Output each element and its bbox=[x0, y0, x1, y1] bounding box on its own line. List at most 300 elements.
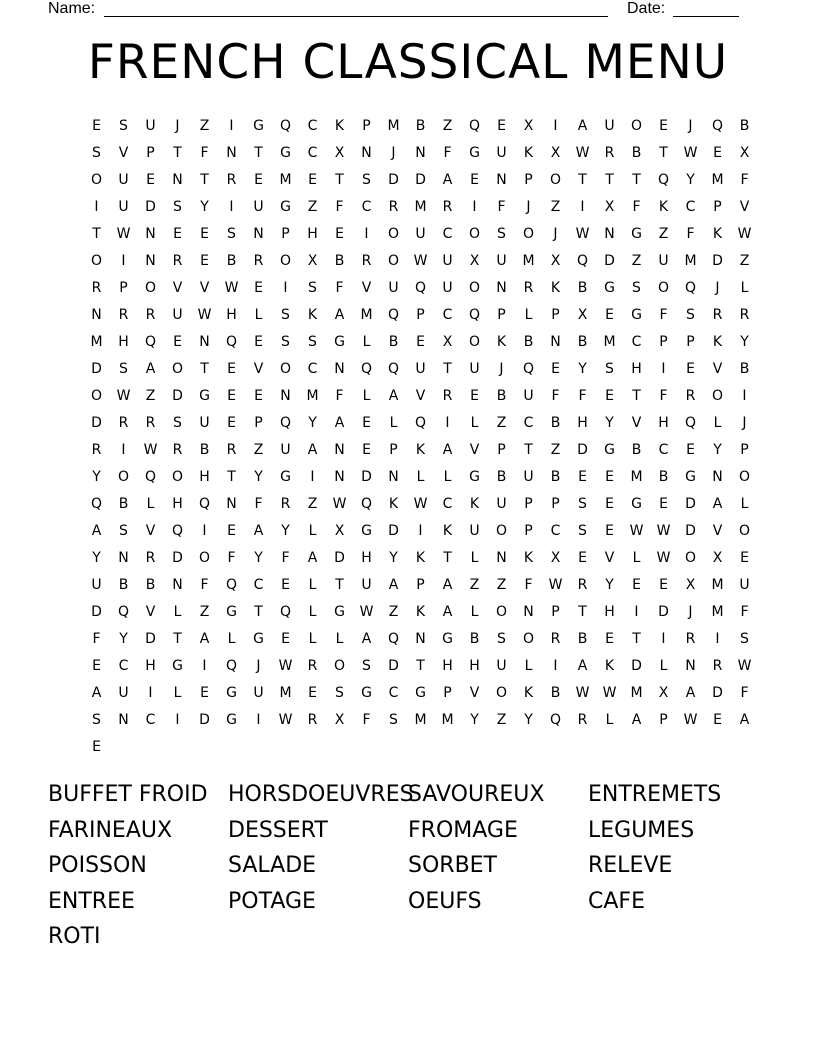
grid-letter: U bbox=[280, 441, 291, 458]
grid-letter: N bbox=[523, 603, 534, 620]
grid-letter: E bbox=[659, 117, 668, 134]
grid-letter: G bbox=[469, 144, 480, 161]
grid-letter: L bbox=[308, 603, 317, 620]
grid-letter: L bbox=[308, 522, 317, 539]
grid-letter: B bbox=[577, 630, 588, 647]
grid-letter: Z bbox=[496, 414, 507, 431]
grid-letter: Z bbox=[550, 441, 561, 458]
grid-letter: Z bbox=[631, 252, 642, 269]
grid-letter: B bbox=[739, 360, 750, 377]
grid-letter: B bbox=[496, 387, 507, 404]
grid-letter: S bbox=[227, 225, 236, 242]
grid-letter: Y bbox=[713, 441, 722, 458]
grid-letter: N bbox=[172, 171, 183, 188]
grid-letter: E bbox=[740, 549, 749, 566]
grid-letter: W bbox=[737, 225, 752, 242]
grid-letter: I bbox=[553, 657, 558, 674]
grid-letter: S bbox=[173, 198, 182, 215]
grid-letter: G bbox=[361, 522, 372, 539]
grid-letter: Z bbox=[739, 252, 750, 269]
grid-letter: L bbox=[416, 468, 425, 485]
grid-letter: F bbox=[335, 279, 344, 296]
grid-letter: G bbox=[631, 225, 642, 242]
grid-letter: N bbox=[415, 144, 426, 161]
grid-letter: F bbox=[659, 306, 668, 323]
grid-letter: Q bbox=[468, 117, 481, 134]
grid-letter: E bbox=[605, 306, 614, 323]
grid-letter: J bbox=[499, 360, 504, 377]
grid-letter: X bbox=[523, 117, 534, 134]
grid-letter: U bbox=[523, 387, 534, 404]
grid-letter: F bbox=[632, 198, 641, 215]
grid-letter: O bbox=[495, 684, 508, 701]
grid-letter: H bbox=[118, 333, 129, 350]
grid-letter: K bbox=[523, 684, 534, 701]
grid-letter: E bbox=[605, 387, 614, 404]
grid-letter: K bbox=[442, 522, 453, 539]
grid-letter: E bbox=[632, 576, 641, 593]
grid-letter: Y bbox=[200, 198, 209, 215]
grid-letter: T bbox=[632, 387, 641, 404]
grid-letter: E bbox=[281, 630, 290, 647]
grid-letter: D bbox=[631, 657, 642, 674]
grid-letter: O bbox=[495, 603, 508, 620]
grid-letter: X bbox=[334, 144, 345, 161]
grid-letter: G bbox=[253, 630, 264, 647]
grid-letter: B bbox=[739, 117, 750, 134]
letter-grid bbox=[83, 112, 758, 760]
grid-letter: L bbox=[227, 630, 236, 647]
grid-letter: I bbox=[445, 414, 450, 431]
grid-letter: G bbox=[334, 333, 345, 350]
grid-letter: Q bbox=[225, 576, 238, 593]
grid-letter: N bbox=[550, 333, 561, 350]
grid-letter: X bbox=[604, 198, 615, 215]
grid-letter: K bbox=[415, 603, 426, 620]
grid-letter: N bbox=[226, 144, 237, 161]
grid-letter: T bbox=[524, 441, 533, 458]
grid-letter: R bbox=[145, 306, 156, 323]
grid-letter: E bbox=[362, 414, 371, 431]
grid-letter: J bbox=[715, 279, 720, 296]
grid-letter: G bbox=[172, 657, 183, 674]
grid-letter: Z bbox=[199, 117, 210, 134]
grid-letter: E bbox=[713, 144, 722, 161]
grid-letter: B bbox=[523, 333, 534, 350]
grid-letter: R bbox=[604, 144, 615, 161]
date-blank-line bbox=[673, 16, 739, 17]
grid-letter: E bbox=[686, 441, 695, 458]
grid-letter: O bbox=[90, 252, 103, 269]
grid-letter: D bbox=[172, 549, 183, 566]
grid-letter: S bbox=[119, 522, 128, 539]
grid-letter: S bbox=[632, 279, 641, 296]
grid-letter: U bbox=[253, 198, 264, 215]
grid-letter: K bbox=[388, 495, 399, 512]
worksheet-header bbox=[48, 0, 748, 20]
grid-letter: P bbox=[146, 144, 155, 161]
grid-letter: B bbox=[145, 576, 156, 593]
grid-letter: N bbox=[118, 711, 129, 728]
grid-letter: Q bbox=[414, 279, 427, 296]
grid-letter: Y bbox=[92, 468, 101, 485]
grid-letter: C bbox=[361, 198, 372, 215]
grid-letter: I bbox=[283, 279, 288, 296]
grid-letter: E bbox=[227, 387, 236, 404]
grid-letter: W bbox=[116, 387, 131, 404]
grid-letter: W bbox=[278, 657, 293, 674]
grid-letter: Y bbox=[389, 549, 398, 566]
grid-letter: W bbox=[602, 684, 617, 701]
grid-letter: N bbox=[496, 549, 507, 566]
grid-letter: D bbox=[685, 522, 696, 539]
grid-letter: E bbox=[362, 441, 371, 458]
grid-letter: R bbox=[226, 171, 237, 188]
grid-letter: G bbox=[280, 198, 291, 215]
grid-letter: N bbox=[604, 225, 615, 242]
grid-letter: U bbox=[118, 171, 129, 188]
grid-letter: Y bbox=[470, 711, 479, 728]
grid-letter: M bbox=[279, 171, 292, 188]
grid-letter: N bbox=[496, 279, 507, 296]
grid-letter: N bbox=[712, 468, 723, 485]
grid-letter: U bbox=[496, 495, 507, 512]
grid-letter: B bbox=[415, 117, 426, 134]
grid-letter: S bbox=[92, 711, 101, 728]
grid-letter: Q bbox=[117, 603, 130, 620]
grid-letter: P bbox=[119, 279, 128, 296]
word-list-item: CAFE bbox=[588, 888, 645, 914]
grid-letter: W bbox=[575, 684, 590, 701]
grid-letter: S bbox=[281, 333, 290, 350]
grid-letter: Y bbox=[119, 630, 128, 647]
grid-letter: T bbox=[605, 171, 614, 188]
grid-letter: P bbox=[551, 306, 560, 323]
grid-letter: N bbox=[388, 468, 399, 485]
grid-letter: P bbox=[524, 495, 533, 512]
grid-letter: O bbox=[684, 549, 697, 566]
grid-letter: F bbox=[740, 603, 749, 620]
grid-letter: B bbox=[226, 252, 237, 269]
grid-letter: Q bbox=[387, 360, 400, 377]
word-list-item: POTAGE bbox=[228, 888, 316, 914]
grid-letter: C bbox=[442, 306, 453, 323]
grid-letter: G bbox=[226, 603, 237, 620]
grid-letter: X bbox=[334, 522, 345, 539]
grid-letter: J bbox=[742, 414, 747, 431]
grid-letter: A bbox=[685, 684, 696, 701]
grid-letter: F bbox=[578, 387, 587, 404]
grid-letter: F bbox=[200, 144, 209, 161]
word-list-item: FARINEAUX bbox=[48, 817, 173, 843]
grid-letter: E bbox=[92, 738, 101, 755]
grid-letter: L bbox=[308, 576, 317, 593]
grid-letter: G bbox=[280, 468, 291, 485]
grid-letter: X bbox=[550, 549, 561, 566]
grid-letter: V bbox=[145, 522, 156, 539]
grid-letter: L bbox=[632, 549, 641, 566]
grid-letter: D bbox=[604, 252, 615, 269]
grid-letter: N bbox=[253, 225, 264, 242]
grid-letter: S bbox=[740, 630, 749, 647]
grid-letter: O bbox=[738, 468, 751, 485]
grid-letter: C bbox=[442, 495, 453, 512]
grid-letter: E bbox=[281, 576, 290, 593]
grid-letter: U bbox=[523, 468, 534, 485]
grid-letter: K bbox=[334, 117, 345, 134]
grid-letter: S bbox=[389, 711, 398, 728]
grid-letter: X bbox=[658, 684, 669, 701]
grid-letter: D bbox=[361, 468, 372, 485]
grid-letter: Y bbox=[740, 333, 749, 350]
grid-letter: D bbox=[658, 603, 669, 620]
grid-letter: T bbox=[335, 576, 344, 593]
grid-letter: B bbox=[118, 576, 129, 593]
grid-letter: N bbox=[280, 387, 291, 404]
grid-letter: M bbox=[630, 684, 643, 701]
grid-letter: M bbox=[441, 711, 454, 728]
grid-letter: W bbox=[548, 576, 563, 593]
grid-letter: C bbox=[388, 684, 399, 701]
grid-letter: R bbox=[91, 279, 102, 296]
grid-letter: G bbox=[361, 684, 372, 701]
grid-letter: M bbox=[414, 711, 427, 728]
grid-letter: O bbox=[387, 225, 400, 242]
grid-letter: Q bbox=[144, 333, 157, 350]
grid-letter: Y bbox=[281, 522, 290, 539]
grid-letter: J bbox=[688, 117, 693, 134]
grid-letter: G bbox=[199, 387, 210, 404]
grid-letter: N bbox=[334, 441, 345, 458]
grid-letter: C bbox=[442, 225, 453, 242]
grid-letter: B bbox=[496, 468, 507, 485]
grid-letter: E bbox=[254, 333, 263, 350]
grid-letter: E bbox=[686, 360, 695, 377]
grid-letter: J bbox=[688, 603, 693, 620]
grid-letter: M bbox=[522, 252, 535, 269]
grid-letter: O bbox=[657, 279, 670, 296]
grid-letter: P bbox=[389, 441, 398, 458]
grid-letter: I bbox=[94, 198, 99, 215]
grid-letter: Q bbox=[387, 630, 400, 647]
grid-letter: A bbox=[145, 360, 156, 377]
grid-letter: N bbox=[685, 657, 696, 674]
grid-letter: U bbox=[496, 144, 507, 161]
grid-letter: U bbox=[253, 684, 264, 701]
grid-letter: Q bbox=[711, 117, 724, 134]
grid-letter: T bbox=[659, 144, 668, 161]
grid-letter: X bbox=[469, 252, 480, 269]
grid-letter: L bbox=[254, 306, 263, 323]
word-list-item: RELEVE bbox=[588, 853, 673, 879]
grid-letter: E bbox=[578, 549, 587, 566]
grid-letter: L bbox=[173, 603, 182, 620]
grid-letter: G bbox=[334, 603, 345, 620]
grid-letter: T bbox=[632, 630, 641, 647]
grid-letter: E bbox=[605, 495, 614, 512]
grid-letter: V bbox=[361, 279, 372, 296]
grid-letter: F bbox=[443, 144, 452, 161]
grid-letter: O bbox=[738, 522, 751, 539]
grid-letter: W bbox=[629, 522, 644, 539]
grid-letter: V bbox=[118, 144, 129, 161]
grid-letter: T bbox=[335, 171, 344, 188]
grid-letter: K bbox=[604, 657, 615, 674]
grid-letter: E bbox=[173, 333, 182, 350]
grid-letter: U bbox=[388, 279, 399, 296]
grid-letter: W bbox=[116, 225, 131, 242]
grid-letter: R bbox=[388, 198, 399, 215]
grid-letter: F bbox=[335, 198, 344, 215]
grid-letter: R bbox=[442, 198, 453, 215]
grid-letter: I bbox=[229, 198, 234, 215]
grid-letter: C bbox=[658, 441, 669, 458]
grid-letter: I bbox=[742, 387, 747, 404]
grid-letter: K bbox=[415, 549, 426, 566]
word-list-item: SALADE bbox=[228, 853, 317, 879]
grid-letter: A bbox=[91, 684, 102, 701]
grid-letter: I bbox=[202, 657, 207, 674]
grid-letter: R bbox=[280, 495, 291, 512]
grid-letter: K bbox=[496, 333, 507, 350]
grid-letter: U bbox=[172, 306, 183, 323]
grid-letter: T bbox=[227, 468, 236, 485]
grid-letter: U bbox=[145, 117, 156, 134]
grid-letter: L bbox=[740, 495, 749, 512]
grid-letter: V bbox=[631, 414, 642, 431]
grid-letter: G bbox=[604, 279, 615, 296]
grid-letter: T bbox=[416, 657, 425, 674]
grid-letter: X bbox=[739, 144, 750, 161]
grid-letter: U bbox=[118, 198, 129, 215]
grid-letter: F bbox=[200, 576, 209, 593]
grid-letter: T bbox=[254, 144, 263, 161]
grid-letter: U bbox=[739, 576, 750, 593]
grid-letter: R bbox=[253, 252, 264, 269]
grid-letter: A bbox=[307, 441, 318, 458]
grid-letter: C bbox=[253, 576, 264, 593]
grid-letter: Y bbox=[308, 414, 317, 431]
grid-letter: C bbox=[685, 198, 696, 215]
grid-letter: M bbox=[306, 387, 319, 404]
grid-letter: L bbox=[389, 414, 398, 431]
grid-letter: J bbox=[526, 198, 531, 215]
grid-letter: E bbox=[713, 711, 722, 728]
grid-letter: E bbox=[470, 171, 479, 188]
grid-letter: S bbox=[578, 495, 587, 512]
grid-letter: N bbox=[145, 252, 156, 269]
grid-letter: Q bbox=[198, 495, 211, 512]
grid-letter: W bbox=[737, 657, 752, 674]
word-list-item: POISSON bbox=[48, 853, 147, 879]
grid-letter: Y bbox=[605, 576, 614, 593]
grid-letter: P bbox=[443, 684, 452, 701]
grid-letter: I bbox=[121, 252, 126, 269]
grid-letter: Q bbox=[279, 603, 292, 620]
grid-letter: P bbox=[659, 711, 668, 728]
grid-letter: R bbox=[577, 711, 588, 728]
grid-letter: T bbox=[443, 360, 452, 377]
grid-letter: F bbox=[281, 549, 290, 566]
grid-letter: T bbox=[200, 360, 209, 377]
grid-letter: M bbox=[630, 468, 643, 485]
grid-letter: K bbox=[415, 441, 426, 458]
grid-letter: W bbox=[197, 306, 212, 323]
grid-letter: R bbox=[577, 576, 588, 593]
grid-letter: O bbox=[468, 225, 481, 242]
grid-letter: W bbox=[332, 495, 347, 512]
grid-letter: P bbox=[497, 306, 506, 323]
grid-letter: B bbox=[550, 414, 561, 431]
grid-letter: G bbox=[631, 495, 642, 512]
grid-letter: Q bbox=[279, 117, 292, 134]
grid-letter: L bbox=[524, 657, 533, 674]
grid-letter: G bbox=[253, 117, 264, 134]
grid-letter: O bbox=[144, 279, 157, 296]
grid-letter: R bbox=[307, 657, 318, 674]
grid-letter: T bbox=[443, 549, 452, 566]
grid-letter: S bbox=[497, 630, 506, 647]
grid-letter: G bbox=[226, 711, 237, 728]
grid-letter: S bbox=[362, 657, 371, 674]
grid-letter: U bbox=[604, 117, 615, 134]
grid-letter: D bbox=[91, 603, 102, 620]
grid-letter: L bbox=[308, 630, 317, 647]
grid-letter: W bbox=[413, 252, 428, 269]
grid-letter: E bbox=[200, 684, 209, 701]
grid-letter: U bbox=[118, 684, 129, 701]
grid-letter: S bbox=[119, 360, 128, 377]
grid-letter: V bbox=[469, 684, 480, 701]
grid-letter: M bbox=[711, 576, 724, 593]
date-label: Date: bbox=[627, 0, 666, 17]
grid-letter: Y bbox=[524, 711, 533, 728]
grid-letter: Q bbox=[171, 522, 184, 539]
grid-letter: U bbox=[442, 252, 453, 269]
grid-letter: D bbox=[334, 549, 345, 566]
grid-letter: Q bbox=[225, 657, 238, 674]
grid-letter: B bbox=[577, 279, 588, 296]
grid-letter: O bbox=[522, 630, 535, 647]
grid-letter: Y bbox=[92, 549, 101, 566]
grid-letter: T bbox=[578, 171, 587, 188]
grid-letter: Q bbox=[684, 414, 697, 431]
grid-letter: Q bbox=[279, 414, 292, 431]
grid-letter: I bbox=[715, 630, 720, 647]
grid-letter: R bbox=[442, 387, 453, 404]
grid-letter: E bbox=[227, 522, 236, 539]
grid-letter: I bbox=[256, 711, 261, 728]
grid-letter: G bbox=[469, 468, 480, 485]
grid-letter: T bbox=[254, 603, 263, 620]
grid-letter: V bbox=[199, 279, 210, 296]
grid-letter: S bbox=[92, 144, 101, 161]
grid-letter: P bbox=[416, 576, 425, 593]
grid-letter: V bbox=[469, 441, 480, 458]
word-list-item: FROMAGE bbox=[408, 817, 518, 843]
grid-letter: B bbox=[577, 333, 588, 350]
grid-letter: C bbox=[523, 414, 534, 431]
grid-letter: I bbox=[148, 684, 153, 701]
grid-letter: S bbox=[497, 225, 506, 242]
grid-letter: V bbox=[712, 522, 723, 539]
grid-letter: M bbox=[684, 252, 697, 269]
grid-letter: F bbox=[335, 387, 344, 404]
grid-letter: N bbox=[496, 171, 507, 188]
grid-letter: W bbox=[278, 711, 293, 728]
grid-letter: I bbox=[310, 468, 315, 485]
grid-letter: I bbox=[472, 198, 477, 215]
